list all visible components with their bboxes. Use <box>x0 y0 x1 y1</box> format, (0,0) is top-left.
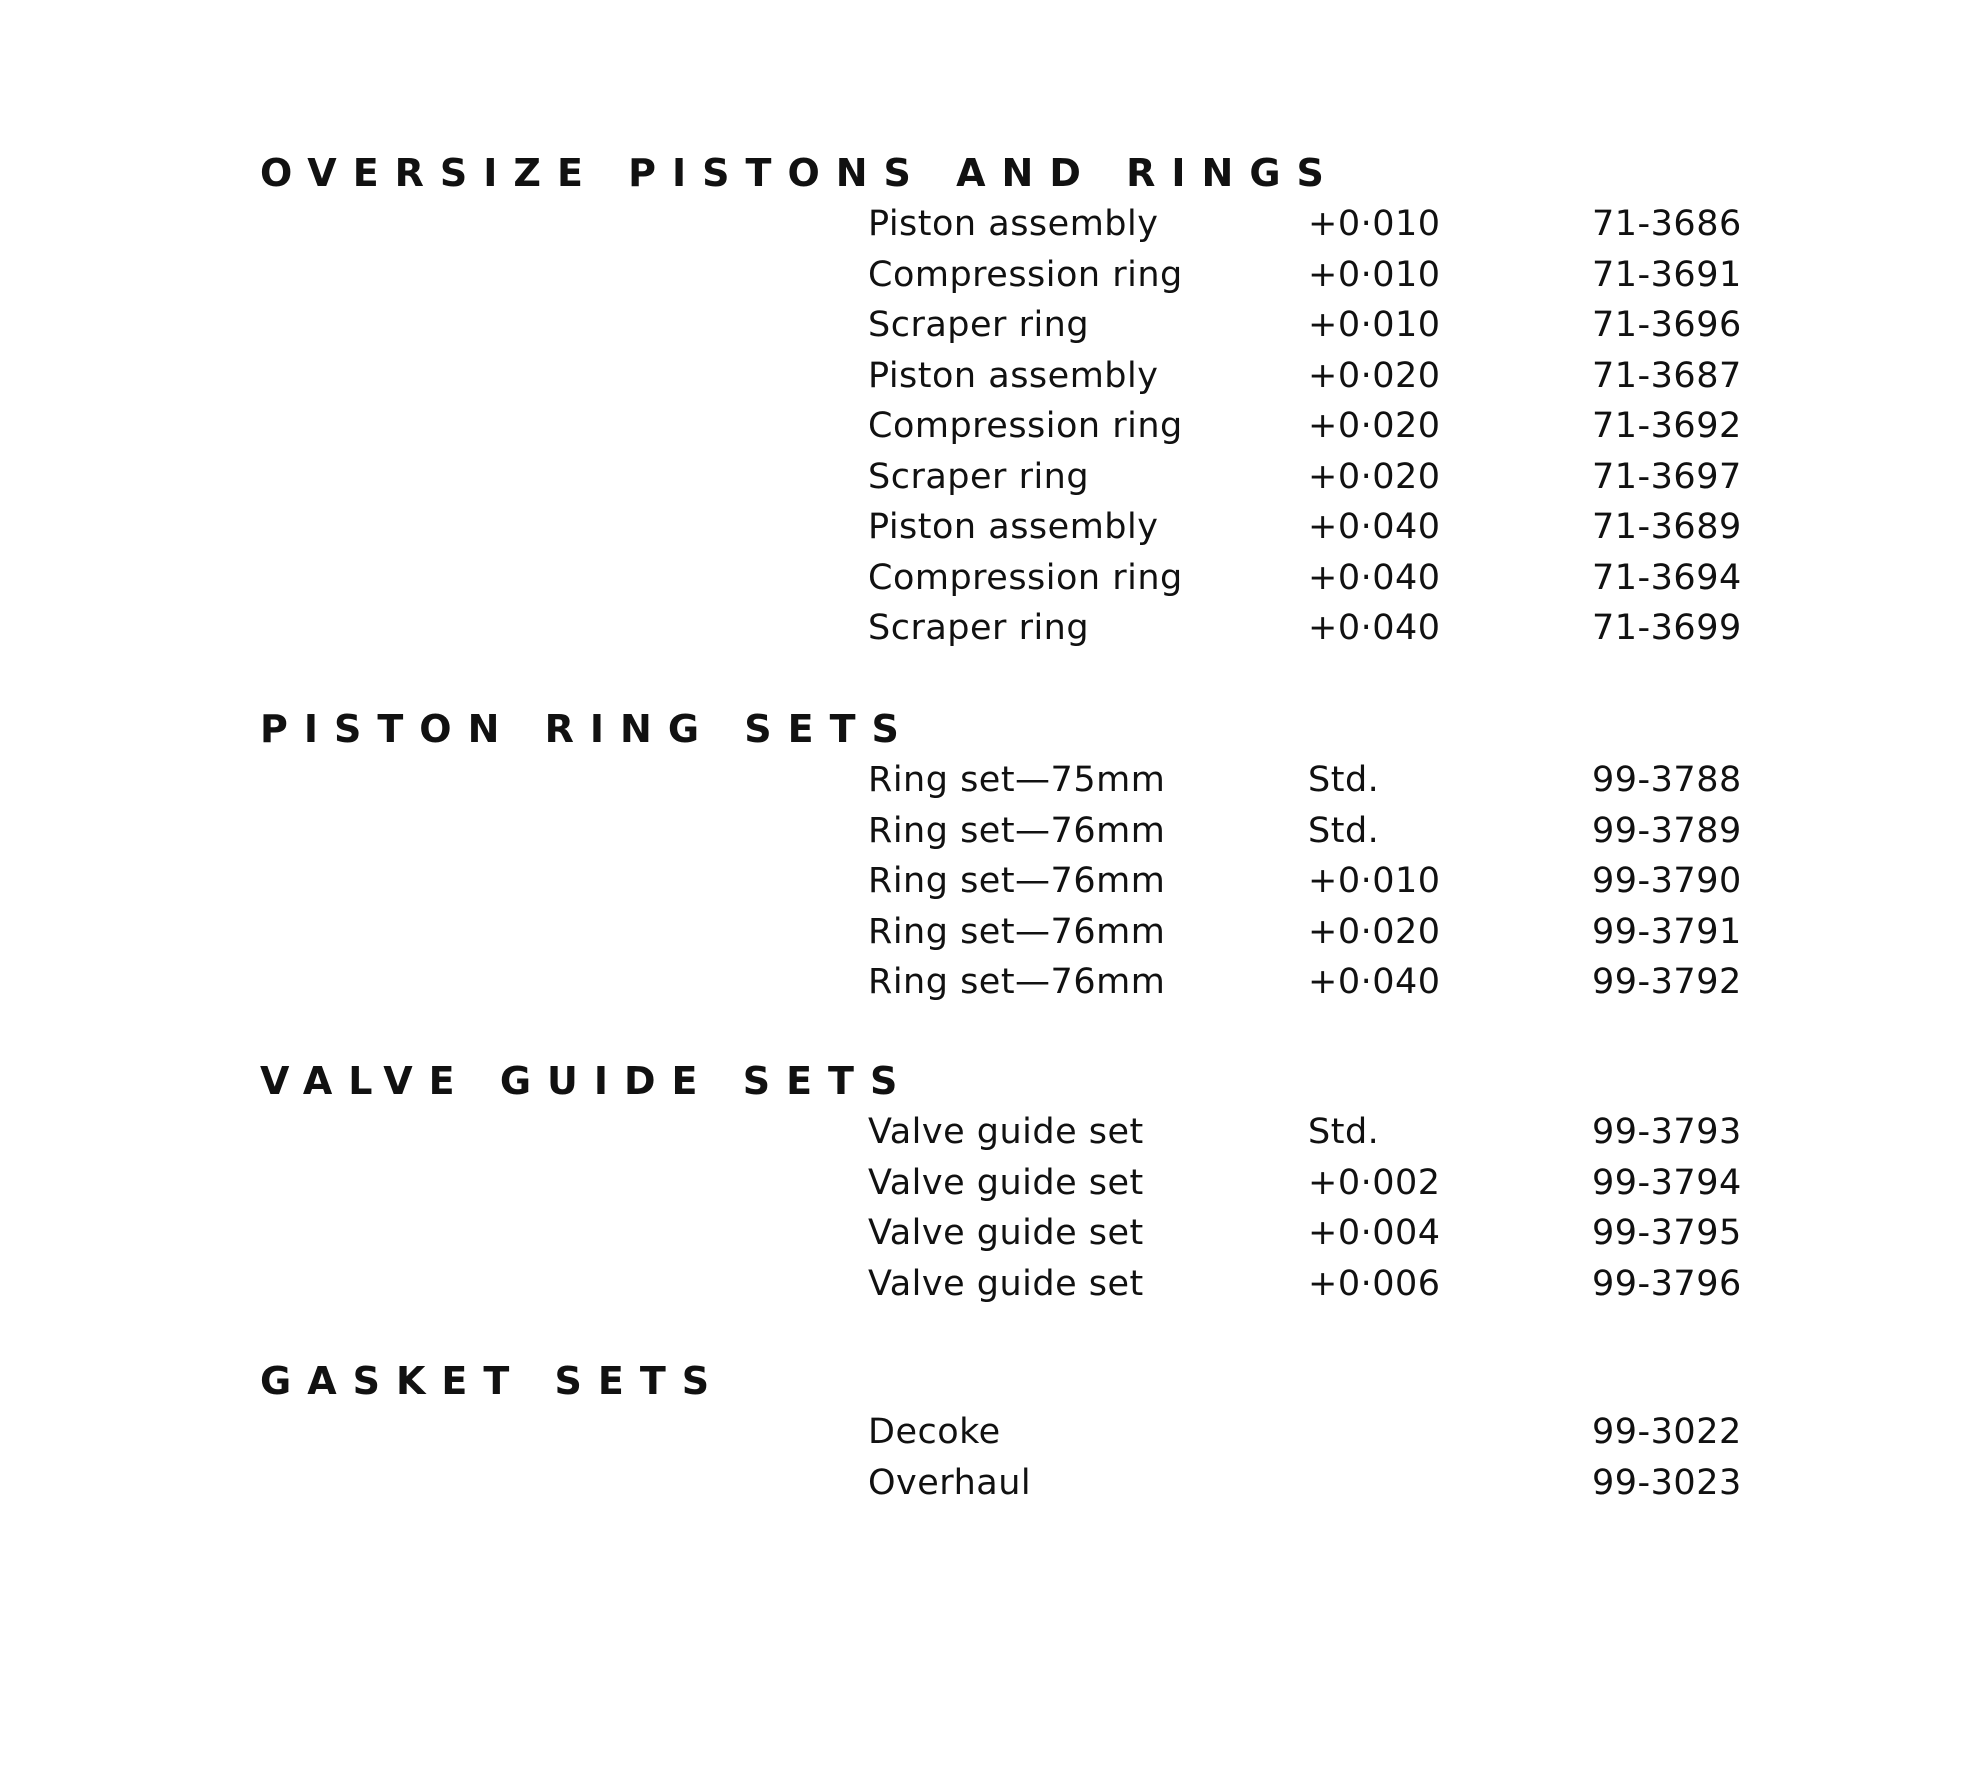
parts-table <box>0 758 1977 1011</box>
part-description: Ring set—75mm <box>868 760 1166 800</box>
part-description: Scraper ring <box>868 608 1090 648</box>
part-description: Ring set—76mm <box>868 911 1166 952</box>
part-description: Piston assembly <box>868 507 1159 547</box>
part-number: 71-3687 <box>1592 355 1742 396</box>
part-size: +0·006 <box>1308 1263 1441 1304</box>
part-number: 71-3686 <box>1592 204 1742 244</box>
section-heading: OVERSIZE PISTONS AND RINGS <box>260 151 1340 195</box>
part-description: Piston assembly <box>868 355 1159 396</box>
section-heading: VALVE GUIDE SETS <box>260 1059 914 1103</box>
part-size: +0·010 <box>1308 254 1441 295</box>
parts-table <box>0 1110 1977 1312</box>
part-description: Valve guide set <box>868 1112 1144 1152</box>
part-description: Decoke <box>868 1412 1001 1452</box>
part-size: +0·010 <box>1308 861 1441 901</box>
table-row <box>0 455 1977 506</box>
part-size: +0·020 <box>1308 406 1441 446</box>
table-row <box>0 859 1977 910</box>
part-size: +0·040 <box>1308 557 1441 598</box>
part-size: +0·040 <box>1308 962 1441 1002</box>
part-size: Std. <box>1308 810 1380 851</box>
part-size: +0·040 <box>1308 507 1441 547</box>
table-row <box>0 354 1977 405</box>
part-description: Ring set—76mm <box>868 861 1166 901</box>
part-size: +0·010 <box>1308 305 1441 345</box>
part-description: Compression ring <box>868 557 1183 598</box>
part-description: Compression ring <box>868 254 1183 295</box>
part-number: 99-3793 <box>1592 1112 1742 1152</box>
table-row <box>0 505 1977 556</box>
part-number: 99-3790 <box>1592 861 1742 901</box>
part-number: 99-3788 <box>1592 760 1742 800</box>
part-number: 99-3022 <box>1592 1412 1742 1452</box>
part-size: Std. <box>1308 1112 1380 1152</box>
part-number: 99-3792 <box>1592 962 1742 1002</box>
part-size: Std. <box>1308 760 1380 800</box>
part-size: +0·004 <box>1308 1213 1441 1253</box>
part-number: 71-3691 <box>1592 254 1742 295</box>
table-row <box>0 960 1977 1011</box>
part-size: +0·010 <box>1308 204 1441 244</box>
part-size: +0·040 <box>1308 608 1441 648</box>
table-row <box>0 1410 1977 1461</box>
part-number: 99-3796 <box>1592 1263 1742 1304</box>
section-heading: GASKET SETS <box>260 1359 726 1403</box>
table-row <box>0 253 1977 304</box>
table-row <box>0 1110 1977 1161</box>
part-number: 71-3692 <box>1592 406 1742 446</box>
table-row <box>0 1211 1977 1262</box>
part-number: 99-3791 <box>1592 911 1742 952</box>
part-number: 99-3023 <box>1592 1462 1742 1503</box>
part-description: Piston assembly <box>868 204 1159 244</box>
table-row <box>0 202 1977 253</box>
table-row <box>0 1461 1977 1512</box>
table-row <box>0 809 1977 860</box>
part-number: 99-3794 <box>1592 1162 1742 1203</box>
part-description: Compression ring <box>868 406 1183 446</box>
part-number: 71-3689 <box>1592 507 1742 547</box>
parts-table <box>0 1410 1977 1511</box>
part-size: +0·020 <box>1308 456 1441 497</box>
part-description: Valve guide set <box>868 1213 1144 1253</box>
table-row <box>0 606 1977 657</box>
part-size: +0·002 <box>1308 1162 1441 1203</box>
part-description: Ring set—76mm <box>868 810 1166 851</box>
table-row <box>0 303 1977 354</box>
part-number: 99-3795 <box>1592 1213 1742 1253</box>
table-row <box>0 1161 1977 1212</box>
table-row <box>0 404 1977 455</box>
table-row <box>0 910 1977 961</box>
part-description: Ring set—76mm <box>868 962 1166 1002</box>
section-heading: PISTON RING SETS <box>260 707 915 751</box>
part-description: Valve guide set <box>868 1263 1144 1304</box>
table-row <box>0 1262 1977 1313</box>
part-description: Scraper ring <box>868 456 1090 497</box>
part-description: Overhaul <box>868 1462 1032 1503</box>
part-size: +0·020 <box>1308 355 1441 396</box>
part-number: 99-3789 <box>1592 810 1742 851</box>
parts-table <box>0 202 1977 657</box>
part-description: Scraper ring <box>868 305 1090 345</box>
part-number: 71-3697 <box>1592 456 1742 497</box>
part-number: 71-3694 <box>1592 557 1742 598</box>
part-description: Valve guide set <box>868 1162 1144 1203</box>
part-number: 71-3696 <box>1592 305 1742 345</box>
table-row <box>0 556 1977 607</box>
part-size: +0·020 <box>1308 911 1441 952</box>
part-number: 71-3699 <box>1592 608 1742 648</box>
table-row <box>0 758 1977 809</box>
